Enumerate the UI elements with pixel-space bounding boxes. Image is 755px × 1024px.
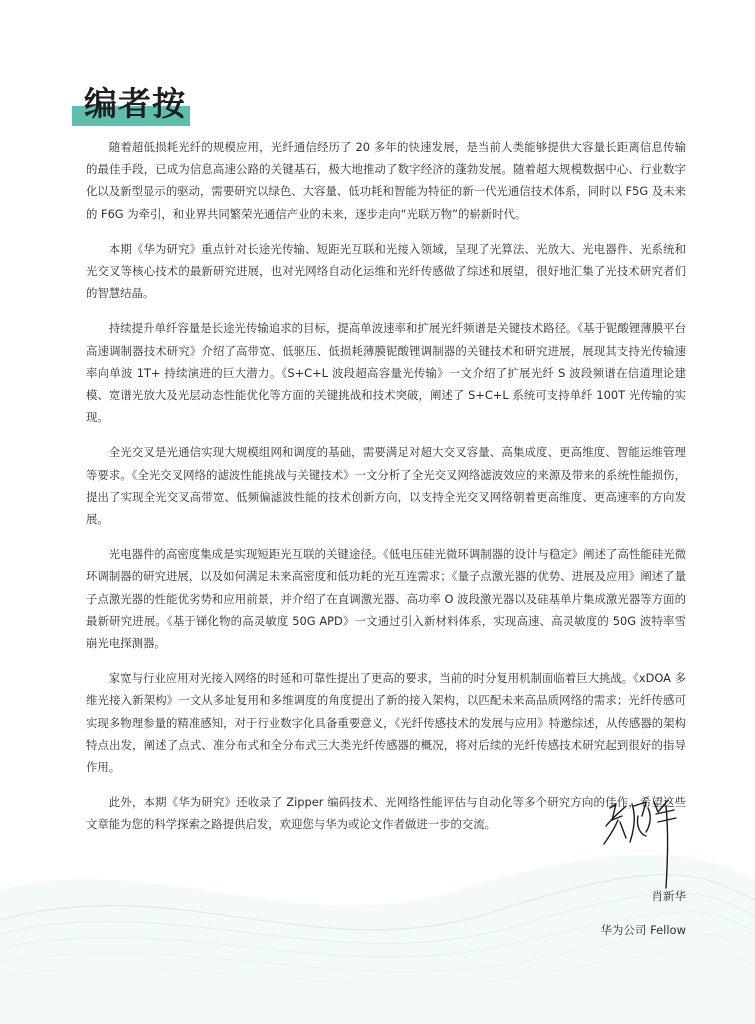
editorial-heading <box>72 82 202 128</box>
paragraph-6: 家宽与行业应用对光接入网络的时延和可靠性提出了更高的要求，当前的时分复用机制面临着巨大挑战。《xDOA 多维光接入新架构》一文从多址复用和多维调度的角度提出了新的接入架构，以匹配未来高品质网络的需求；光纤传感可实现多物理参量的精准感知，对于行业数字化具备重要意义，《光纤传感技术的发展与应用》特邀综述，从传感器的架构特点出发，阐述了点式、准分布式和全分布式三大类光纤传感器的概况，将对后续的光纤传感技术研究起到很好的指导作用。 <box>86 671 686 775</box>
editorial-body <box>86 136 686 849</box>
paragraph-5: 光电器件的高密度集成是实现短距光互联的关键途径。《低电压硅光微环调制器的设计与稳定》阐述了高性能硅光微环调制器的研究进展，以及如何满足未来高密度和低功耗的光互连需求；《量子点激光器的优势、进展及应用》阐述了量子点激光器的性能优劣势和应用前景，并介绍了在直调激光器、高功率 O 波段激光器以及硅基单片集成激光器等方面的最新研究进展。《基于锑化物的高灵敏度 50G APD》一文通过引入新材料体系，实现高速、高灵敏度的 50G 波特率雪崩光电探测器。 <box>86 547 686 651</box>
author-affiliation: 华为公司 Fellow <box>600 923 686 937</box>
author-name: 肖新华 <box>651 889 686 903</box>
page-title: 编者按 <box>84 84 186 123</box>
paragraph-4: 全光交叉是光通信实现大规模组网和调度的基础，需要满足对超大交叉容量、高集成度、更高维度、智能运维管理等要求。《全光交叉网络的滤波性能挑战与关键技术》一文分析了全光交叉网络滤波效应的来源及带来的系统性能损伤，提出了实现全光交叉高带宽、低频偏滤波性能的技术创新方向，以支持全光交叉网络朝着更高维度、更高速率的方向发展。 <box>86 445 686 527</box>
paragraph-7: 此外，本期《华为研究》还收录了 Zipper 编码技术、光网络性能评估与自动化等多个研究方向的佳作，希望这些文章能为您的科学探索之路提供启发，欢迎您与华为或论文作者做进一步的交流。 <box>86 795 686 832</box>
handwritten-signature <box>596 786 692 896</box>
paragraph-2: 本期《华为研究》重点针对长途光传输、短距光互联和光接入领域，呈现了光算法、光放大、光电器件、光系统和光交叉等核心技术的最新研究进展，也对光网络自动化运维和光纤传感做了综述和展望，很好地汇集了光技术研究者们的智慧结晶。 <box>86 241 686 301</box>
paragraph-3: 持续提升单纤容量是长途光传输追求的目标，提高单波速率和扩展光纤频谱是关键技术路径。《基于铌酸锂薄膜平台高速调制器技术研究》介绍了高带宽、低驱压、低损耗薄膜铌酸锂调制器的关键技术和研究进展，展现其支持光传输速率向单波 1T+ 持续演进的巨大潜力。《S+C+L 波段超高容量光传输》一文介绍了扩展光纤 S 波段频谱在信道理论建模、宽谱光放大及光层动态性能优化等方面的关键挑战和技术突破，阐述了 S+C+L 系统可支持单纤 100T 光传输的实现。 <box>86 321 686 425</box>
paragraph-1: 随着超低损耗光纤的规模应用，光纤通信经历了 20 多年的快速发展，是当前人类能够提供大容量长距离信息传输的最佳手段，已成为信息高速公路的关键基石，极大地推动了数字经济的蓬勃发展。随着超大规模数据中心、行业数字化以及新型显示的驱动，需要研究以绿色、大容量、低功耗和智能为特征的新一代光通信技术体系，同时以 F5G 及未来的 F6G 为牵引，和业界共同繁荣光通信产业的未来，逐步走向“光联万物”的崭新时代。 <box>86 140 686 221</box>
